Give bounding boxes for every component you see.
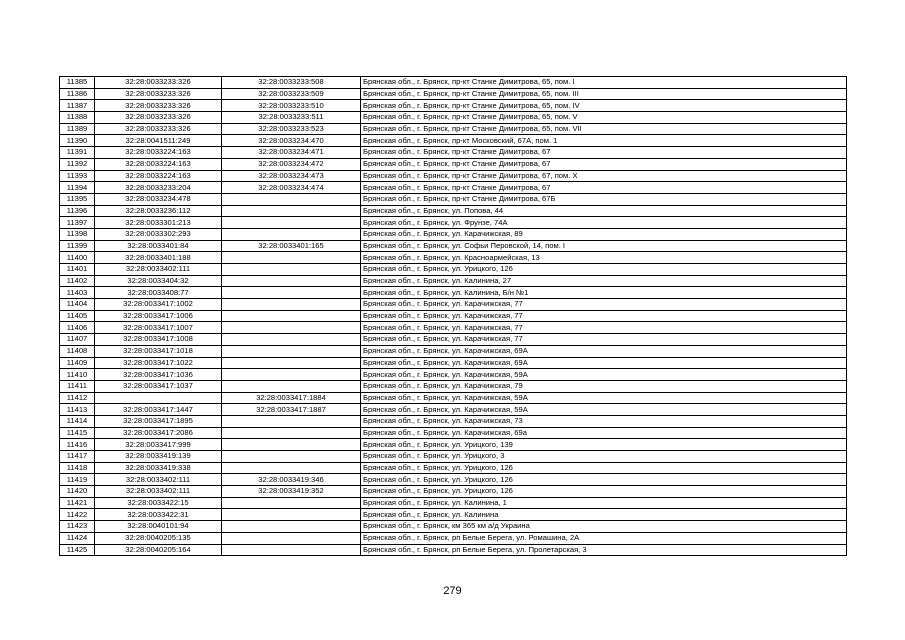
address-cell: Брянская обл., г. Брянск, ул. Урицкого, 126 [361,264,847,276]
address-cell: Брянская обл., г. Брянск, пр-кт Московский, 67А, пом. 1 [361,135,847,147]
object-cadastral-number-cell [222,380,361,392]
table-row [60,322,847,334]
address-cell: Брянская обл., г. Брянск, ул. Карачижская, 77 [361,334,847,346]
land-cadastral-number-cell [95,392,222,404]
table-row [60,287,847,299]
row-number-cell: 11395 [60,193,95,205]
table-row [60,439,847,451]
row-number-cell: 11417 [60,451,95,463]
table-row [60,252,847,264]
address-cell: Брянская обл., г. Брянск, ул. Карачижская, 73 [361,415,847,427]
land-cadastral-number-cell: 32:28:0033224:163 [95,158,222,170]
address-cell: Брянская обл., г. Брянск, рп Белые Берега, ул. Пролетарская, 3 [361,544,847,556]
address-cell: Брянская обл., г. Брянск, пр-кт Станке Димитрова, 67 [361,158,847,170]
object-cadastral-number-cell: 32:28:0033233:523 [222,123,361,135]
table-row [60,544,847,556]
address-cell: Брянская обл., г. Брянск, ул. Фрунзе, 74А [361,217,847,229]
land-cadastral-number-cell: 32:28:0033234:478 [95,193,222,205]
row-number-cell: 11386 [60,88,95,100]
table-row [60,299,847,311]
land-cadastral-number-cell: 32:28:0033233:326 [95,77,222,89]
address-cell: Брянская обл., г. Брянск, пр-кт Станке Димитрова, 65, пом. V [361,112,847,124]
table-row [60,369,847,381]
address-cell: Брянская обл., г. Брянск, ул. Карачижская, 69А [361,357,847,369]
row-number-cell: 11391 [60,147,95,159]
object-cadastral-number-cell [222,509,361,521]
address-cell: Брянская обл., г. Брянск, пр-кт Станке Димитрова, 67, пом. X [361,170,847,182]
object-cadastral-number-cell: 32:28:0033419:352 [222,486,361,498]
row-number-cell: 11401 [60,264,95,276]
row-number-cell: 11411 [60,380,95,392]
table-row [60,497,847,509]
land-cadastral-number-cell: 32:28:0033419:338 [95,462,222,474]
row-number-cell: 11396 [60,205,95,217]
address-cell: Брянская обл., г. Брянск, пр-кт Станке Димитрова, 65, пом. IV [361,100,847,112]
row-number-cell: 11407 [60,334,95,346]
address-cell: Брянская обл., г. Брянск, ул. Карачижская, 79 [361,380,847,392]
row-number-cell: 11403 [60,287,95,299]
object-cadastral-number-cell [222,228,361,240]
row-number-cell: 11408 [60,345,95,357]
table-row [60,462,847,474]
land-cadastral-number-cell: 32:28:0040205:135 [95,532,222,544]
object-cadastral-number-cell: 32:28:0033234:474 [222,182,361,194]
table-row [60,170,847,182]
address-cell: Брянская обл., г. Брянск, ул. Карачижская, 69а [361,427,847,439]
row-number-cell: 11399 [60,240,95,252]
row-number-cell: 11416 [60,439,95,451]
row-number-cell: 11425 [60,544,95,556]
land-cadastral-number-cell: 32:28:0033417:1037 [95,380,222,392]
row-number-cell: 11398 [60,228,95,240]
row-number-cell: 11393 [60,170,95,182]
object-cadastral-number-cell [222,369,361,381]
row-number-cell: 11412 [60,392,95,404]
object-cadastral-number-cell [222,544,361,556]
address-cell: Брянская обл., г. Брянск, пр-кт Станке Димитрова, 65, пом. I [361,77,847,89]
row-number-cell: 11423 [60,521,95,533]
table-row [60,427,847,439]
address-cell: Брянская обл., г. Брянск, пр-кт Станке Димитрова, 65, пом. VII [361,123,847,135]
land-cadastral-number-cell: 32:28:0033422:31 [95,509,222,521]
row-number-cell: 11421 [60,497,95,509]
object-cadastral-number-cell [222,532,361,544]
row-number-cell: 11415 [60,427,95,439]
address-cell: Брянская обл., г. Брянск, пр-кт Станке Димитрова, 67Б [361,193,847,205]
table-row [60,451,847,463]
land-cadastral-number-cell: 32:28:0033417:1022 [95,357,222,369]
row-number-cell: 11394 [60,182,95,194]
land-cadastral-number-cell: 32:28:0033422:15 [95,497,222,509]
row-number-cell: 11418 [60,462,95,474]
object-cadastral-number-cell: 32:28:0033234:473 [222,170,361,182]
table-row [60,217,847,229]
object-cadastral-number-cell [222,205,361,217]
land-cadastral-number-cell: 32:28:0033236:112 [95,205,222,217]
table-row [60,193,847,205]
row-number-cell: 11387 [60,100,95,112]
land-cadastral-number-cell: 32:28:0033401:188 [95,252,222,264]
row-number-cell: 11414 [60,415,95,427]
object-cadastral-number-cell: 32:28:0033233:508 [222,77,361,89]
row-number-cell: 11424 [60,532,95,544]
address-cell: Брянская обл., г. Брянск, ул. Карачижская, 69А [361,345,847,357]
row-number-cell: 11402 [60,275,95,287]
table-row [60,135,847,147]
land-cadastral-number-cell: 32:28:0033408:77 [95,287,222,299]
table-row [60,100,847,112]
row-number-cell: 11397 [60,217,95,229]
row-number-cell: 11404 [60,299,95,311]
row-number-cell: 11409 [60,357,95,369]
table-row [60,404,847,416]
land-cadastral-number-cell: 32:28:0033233:204 [95,182,222,194]
land-cadastral-number-cell: 32:28:0033417:1447 [95,404,222,416]
address-cell: Брянская обл., г. Брянск, ул. Попова, 44 [361,205,847,217]
table-row [60,112,847,124]
address-cell: Брянская обл., г. Брянск, пр-кт Станке Димитрова, 67 [361,182,847,194]
object-cadastral-number-cell [222,345,361,357]
address-cell: Брянская обл., г. Брянск, ул. Калинина, Б/н №1 [361,287,847,299]
address-cell: Брянская обл., г. Брянск, ул. Урицкого, 3 [361,451,847,463]
object-cadastral-number-cell [222,439,361,451]
object-cadastral-number-cell: 32:28:0033417:1887 [222,404,361,416]
row-number-cell: 11422 [60,509,95,521]
object-cadastral-number-cell: 32:28:0033401:165 [222,240,361,252]
address-cell: Брянская обл., г. Брянск, ул. Карачижская, 89 [361,228,847,240]
land-cadastral-number-cell: 32:28:0033417:1007 [95,322,222,334]
address-cell: Брянская обл., г. Брянск, ул. Красноармейская, 13 [361,252,847,264]
row-number-cell: 11385 [60,77,95,89]
row-number-cell: 11410 [60,369,95,381]
object-cadastral-number-cell [222,415,361,427]
row-number-cell: 11406 [60,322,95,334]
row-number-cell: 11419 [60,474,95,486]
land-cadastral-number-cell: 32:28:0033233:326 [95,100,222,112]
object-cadastral-number-cell [222,310,361,322]
land-cadastral-number-cell: 32:28:0033417:1895 [95,415,222,427]
land-cadastral-number-cell: 32:28:0033417:1002 [95,299,222,311]
land-cadastral-number-cell: 32:28:0040205:164 [95,544,222,556]
object-cadastral-number-cell [222,252,361,264]
land-cadastral-number-cell: 32:28:0033417:1006 [95,310,222,322]
registry-table-body [60,77,847,556]
object-cadastral-number-cell [222,357,361,369]
address-cell: Брянская обл., г. Брянск, ул. Карачижская, 77 [361,322,847,334]
land-cadastral-number-cell: 32:28:0041511:249 [95,135,222,147]
table-row [60,392,847,404]
address-cell: Брянская обл., г. Брянск, ул. Карачижская, 77 [361,299,847,311]
table-row [60,380,847,392]
row-number-cell: 11392 [60,158,95,170]
object-cadastral-number-cell [222,451,361,463]
land-cadastral-number-cell: 32:28:0033233:326 [95,88,222,100]
object-cadastral-number-cell: 32:28:0033233:510 [222,100,361,112]
object-cadastral-number-cell [222,427,361,439]
table-row [60,264,847,276]
table-row [60,240,847,252]
object-cadastral-number-cell: 32:28:0033234:470 [222,135,361,147]
table-row [60,357,847,369]
land-cadastral-number-cell: 32:28:0033302:293 [95,228,222,240]
land-cadastral-number-cell: 32:28:0033402:111 [95,486,222,498]
land-cadastral-number-cell: 32:28:0033417:2086 [95,427,222,439]
address-cell: Брянская обл., г. Брянск, рп Белые Берега, ул. Ромашина, 2А [361,532,847,544]
land-cadastral-number-cell: 32:28:0033417:1036 [95,369,222,381]
address-cell: Брянская обл., г. Брянск, ул. Урицкого, 126 [361,486,847,498]
address-cell: Брянская обл., г. Брянск, ул. Карачижская, 77 [361,310,847,322]
address-cell: Брянская обл., г. Брянск, ул. Карачижская, 59А [361,404,847,416]
land-cadastral-number-cell: 32:28:0033233:326 [95,123,222,135]
land-cadastral-number-cell: 32:28:0033417:1018 [95,345,222,357]
object-cadastral-number-cell [222,193,361,205]
row-number-cell: 11400 [60,252,95,264]
address-cell: Брянская обл., г. Брянск, ул. Калинина [361,509,847,521]
land-cadastral-number-cell: 32:28:0033417:1008 [95,334,222,346]
table-row [60,158,847,170]
table-row [60,310,847,322]
address-cell: Брянская обл., г. Брянск, ул. Урицкого, 126 [361,462,847,474]
object-cadastral-number-cell [222,322,361,334]
table-row [60,205,847,217]
land-cadastral-number-cell: 32:28:0033404:32 [95,275,222,287]
address-cell: Брянская обл., г. Брянск, ул. Карачижская, 59А [361,369,847,381]
object-cadastral-number-cell: 32:28:0033234:471 [222,147,361,159]
table-row [60,334,847,346]
land-cadastral-number-cell: 32:28:0033402:111 [95,474,222,486]
object-cadastral-number-cell [222,462,361,474]
object-cadastral-number-cell [222,497,361,509]
table-row [60,521,847,533]
land-cadastral-number-cell: 32:28:0033224:163 [95,170,222,182]
object-cadastral-number-cell [222,275,361,287]
address-cell: Брянская обл., г. Брянск, ул. Софьи Перовской, 14, пом. I [361,240,847,252]
table-row [60,415,847,427]
table-row [60,123,847,135]
object-cadastral-number-cell: 32:28:0033417:1884 [222,392,361,404]
object-cadastral-number-cell: 32:28:0033419:346 [222,474,361,486]
address-cell: Брянская обл., г. Брянск, пр-кт Станке Димитрова, 67 [361,147,847,159]
object-cadastral-number-cell [222,217,361,229]
address-cell: Брянская обл., г. Брянск, км 365 км а/д Украина [361,521,847,533]
row-number-cell: 11420 [60,486,95,498]
land-cadastral-number-cell: 32:28:0033401:84 [95,240,222,252]
row-number-cell: 11389 [60,123,95,135]
object-cadastral-number-cell [222,334,361,346]
row-number-cell: 11390 [60,135,95,147]
object-cadastral-number-cell: 32:28:0033234:472 [222,158,361,170]
land-cadastral-number-cell: 32:28:0040101:94 [95,521,222,533]
address-cell: Брянская обл., г. Брянск, ул. Карачижская, 59А [361,392,847,404]
address-cell: Брянская обл., г. Брянск, ул. Калинина, 27 [361,275,847,287]
land-cadastral-number-cell: 32:28:0033233:326 [95,112,222,124]
registry-table [59,76,847,556]
object-cadastral-number-cell [222,264,361,276]
table-row [60,147,847,159]
table-row [60,486,847,498]
table-row [60,474,847,486]
page-number: 279 [443,585,462,597]
table-row [60,275,847,287]
address-cell: Брянская обл., г. Брянск, ул. Урицкого, 126 [361,474,847,486]
address-cell: Брянская обл., г. Брянск, пр-кт Станке Димитрова, 65, пом. III [361,88,847,100]
land-cadastral-number-cell: 32:28:0033417:999 [95,439,222,451]
object-cadastral-number-cell [222,521,361,533]
object-cadastral-number-cell: 32:28:0033233:509 [222,88,361,100]
table-row [60,509,847,521]
land-cadastral-number-cell: 32:28:0033402:111 [95,264,222,276]
address-cell: Брянская обл., г. Брянск, ул. Калинина, 1 [361,497,847,509]
object-cadastral-number-cell [222,299,361,311]
row-number-cell: 11388 [60,112,95,124]
table-row [60,88,847,100]
row-number-cell: 11413 [60,404,95,416]
table-row [60,228,847,240]
table-row [60,532,847,544]
land-cadastral-number-cell: 32:28:0033301:213 [95,217,222,229]
object-cadastral-number-cell: 32:28:0033233:511 [222,112,361,124]
table-row [60,345,847,357]
table-row [60,182,847,194]
table-row [60,77,847,89]
row-number-cell: 11405 [60,310,95,322]
object-cadastral-number-cell [222,287,361,299]
address-cell: Брянская обл., г. Брянск, ул. Урицкого, 139 [361,439,847,451]
land-cadastral-number-cell: 32:28:0033224:163 [95,147,222,159]
land-cadastral-number-cell: 32:28:0033419:139 [95,451,222,463]
